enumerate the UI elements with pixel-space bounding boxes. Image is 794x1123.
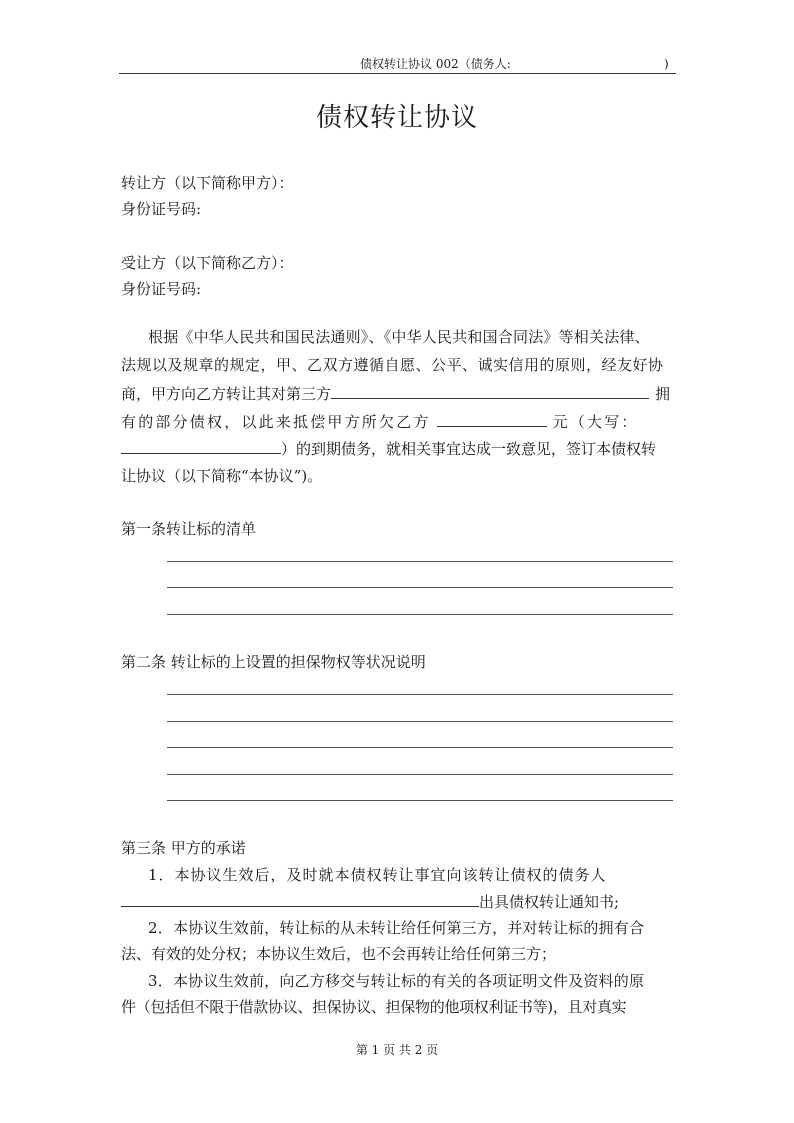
amount-blank[interactable] [437, 410, 547, 427]
article-2-fill-line[interactable] [167, 747, 673, 748]
page-number-footer: 第 1 页 共 2 页 [355, 1043, 439, 1057]
preamble-line-5 [121, 437, 673, 460]
article-2-fill-line[interactable] [167, 800, 673, 801]
article-2-fill-line[interactable] [167, 694, 673, 695]
transferee-id-label: 身份证号码: [121, 280, 202, 298]
article-1-fill-line[interactable] [167, 561, 673, 562]
preamble-line-3 [121, 382, 673, 405]
article-2-fill-line[interactable] [167, 774, 673, 775]
preamble-line-2: 法规以及规章的规定，甲、乙双方遵循自愿、公平、诚实信用的原则，经友好协 [121, 356, 664, 374]
preamble-line-4 [121, 410, 673, 433]
article-3-item-3-line-2: 件（包括但不限于借款协议、担保协议、担保物的他项权利证书等)，且对真实 [121, 998, 627, 1016]
running-header-close: ) [664, 57, 669, 71]
header-rule [119, 73, 676, 74]
article-1-fill-line[interactable] [167, 614, 673, 615]
preamble-line-3-text: 商，甲方向乙方转让其对第三方 [121, 385, 332, 403]
preamble-line-3-end: 拥 [655, 385, 671, 403]
debtor-blank[interactable] [121, 890, 479, 907]
amount-words-blank[interactable] [121, 437, 281, 454]
preamble-line-5-text: ）的到期债务，就相关事宜达成一致意见，签订本债权转 [281, 440, 657, 458]
third-party-blank[interactable] [331, 382, 649, 399]
article-2-heading: 第二条 转让标的上设置的担保物权等状况说明 [121, 653, 426, 671]
article-3-item-2-line-1: 2．本协议生效前，转让标的从未转让给任何第三方，并对转让标的拥有合 [148, 919, 645, 937]
transferor-label: 转让方（以下简称甲方）： [121, 174, 294, 192]
document-title: 债权转让协议 [315, 103, 478, 133]
article-3-heading: 第三条 甲方的承诺 [121, 839, 246, 857]
article-3-item-1-line-2-text: 出具债权转让通知书; [479, 893, 620, 911]
transferee-label: 受让方（以下简称乙方）： [121, 254, 294, 272]
preamble-line-1: 根据《中华人民共和国民法通则》、《中华人民共和国合同法》等相关法律、 [148, 328, 650, 346]
preamble-line-6: 让协议（以下简称“本协议”)。 [121, 467, 323, 485]
article-1-fill-line[interactable] [167, 587, 673, 588]
preamble-line-4-end: 元（大写： [552, 413, 639, 431]
article-3-item-1-line-1: 1．本协议生效后，及时就本债权转让事宜向该转让债权的债务人 [148, 866, 607, 884]
transferor-id-label: 身份证号码: [121, 200, 202, 218]
running-header: 债权转让协议 002（债务人: [360, 57, 511, 71]
preamble-line-4-text: 有的部分债权，以此来抵偿甲方所欠乙方 [121, 413, 431, 431]
article-3-item-3-line-1: 3．本协议生效前，向乙方移交与转让标的有关的各项证明文件及资料的原 [148, 972, 645, 990]
article-2-fill-line[interactable] [167, 721, 673, 722]
article-3-item-2-line-2: 法、有效的处分权；本协议生效后，也不会再转让给任何第三方； [121, 945, 557, 963]
article-1-heading: 第一条转让标的清单 [121, 520, 257, 538]
article-3-item-1-line-2 [121, 890, 673, 913]
